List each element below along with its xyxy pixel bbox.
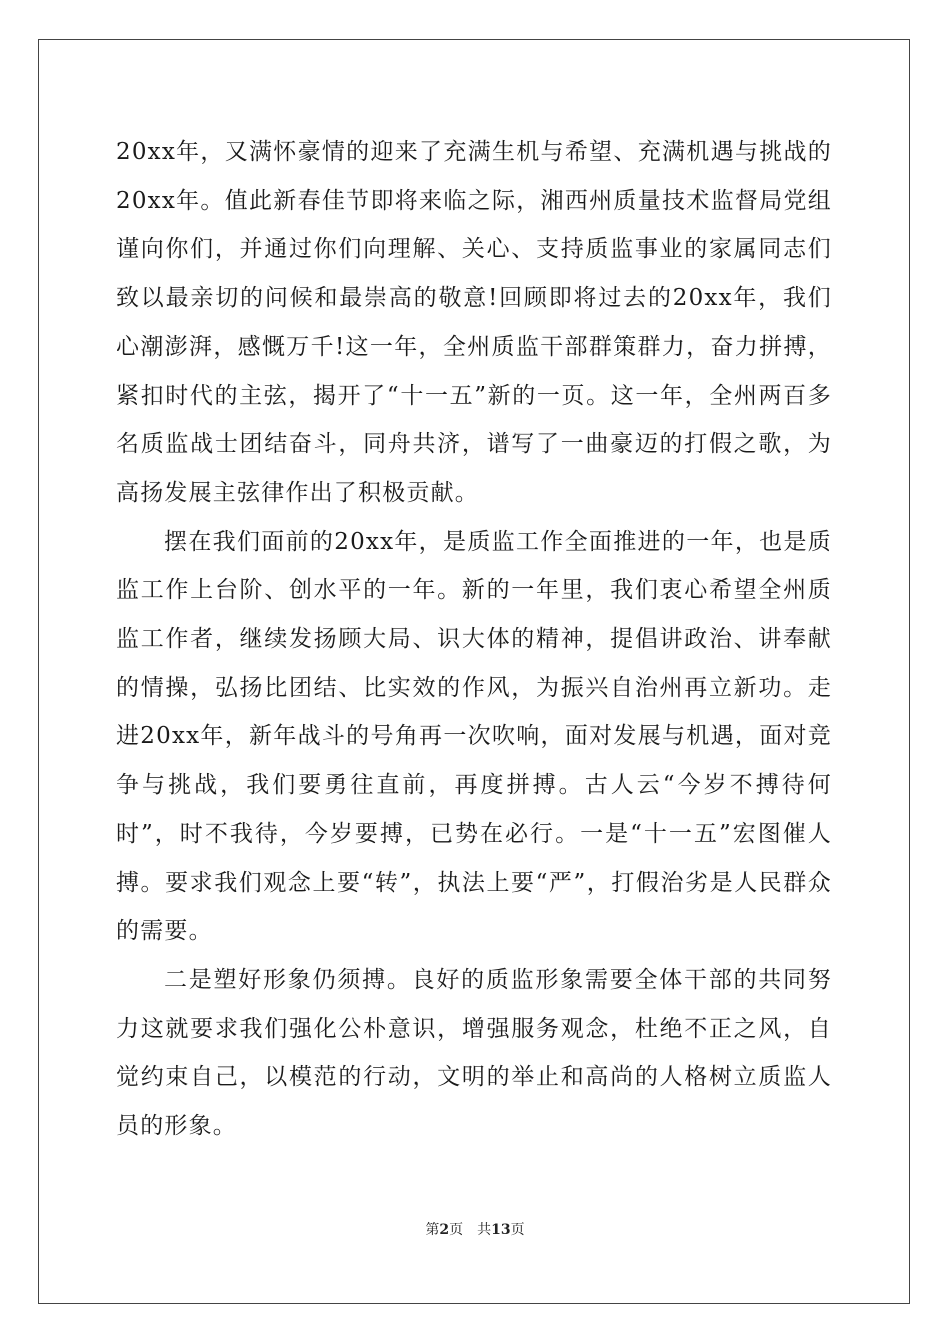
total-pages-number: 13 (491, 1222, 511, 1238)
page-prefix: 第 (425, 1222, 440, 1238)
current-page-number: 2 (439, 1222, 450, 1238)
paragraph-3: 二是塑好形象仍须搏。良好的质监形象需要全体干部的共同努力这就要求我们强化公朴意识，增强服务观念，杜绝不正之风，自觉约束自己，以模范的行动，文明的举止和高尚的人格树立质监人员的形象。 (116, 966, 832, 1140)
paragraph-1: 20xx年，又满怀豪情的迎来了充满生机与希望、充满机遇与挑战的20xx年。值此新春佳节即将来临之际，湘西州质量技术监督局党组谨向你们，并通过你们向理解、关心、支持质监事业的家属同志们致以最亲切的问候和最崇高的敬意!回顾即将过去的20xx年，我们心潮澎湃，感慨万千!这一年，全州质监干部群策群力，奋力拼搏，紧扣时代的主弦，揭开了“十一五”新的一页。这一年，全州两百多名质监战士团结奋斗，同舟共济，谱写了一曲豪迈的打假之歌，为高扬发展主弦律作出了积极贡献。 (116, 139, 832, 506)
page-footer (0, 1219, 950, 1239)
total-suffix: 页 (510, 1222, 525, 1238)
page-suffix: 页 (449, 1222, 464, 1238)
paragraph-2: 摆在我们面前的20xx年，是质监工作全面推进的一年，也是质监工作上台阶、创水平的一年。新的一年里，我们衷心希望全州质监工作者，继续发扬顾大局、识大体的精神，提倡讲政治、讲奉献的情操，弘扬比团结、比实效的作风，为振兴自治州再立新功。走进20xx年，新年战斗的号角再一次吹响，面对发展与机遇，面对竞争与挑战，我们要勇往直前，再度拼搏。古人云“今岁不搏待何时”，时不我待，今岁要搏，已势在必行。一是“十一五”宏图催人搏。要求我们观念上要“转”，执法上要“严”，打假治劣是人民群众的需要。 (116, 528, 832, 945)
total-prefix: 共 (477, 1222, 492, 1238)
document-body (116, 128, 832, 1151)
